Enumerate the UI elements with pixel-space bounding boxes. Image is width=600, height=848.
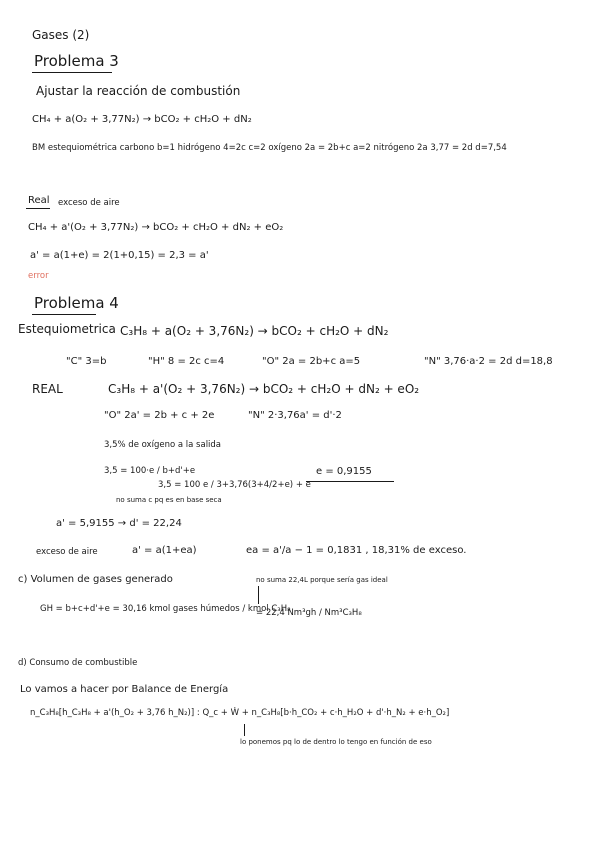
problem-3-balance: BM estequiométrica carbono b=1 hidrógeno 4=2c c=2 oxígeno 2a = 2b+c a=2 nitrógeno 2a 3,77 = 2d d=7,54 bbox=[32, 143, 507, 153]
excess-air-formula: a' = a(1+ea) bbox=[132, 545, 197, 556]
balance-hydrogen: "H" 8 = 2c c=4 bbox=[148, 356, 225, 367]
page-title: Gases (2) bbox=[32, 28, 90, 42]
excess-air-label: exceso de aire bbox=[36, 547, 98, 557]
heading-underline bbox=[32, 314, 96, 315]
heading-underline bbox=[32, 72, 112, 73]
gh-conversion: = 22,4 Nm³gh / Nm³C₃H₈ bbox=[256, 608, 362, 618]
error-note: error bbox=[28, 271, 49, 281]
part-d-label: d) Consumo de combustible bbox=[18, 658, 138, 668]
real-equation-p4: C₃H₈ + a'(O₂ + 3,76N₂) → bCO₂ + cH₂O + dN₂ + eO₂ bbox=[108, 382, 420, 396]
real-oxygen-balance: "O" 2a' = 2b + c + 2e bbox=[104, 410, 215, 421]
e-result: e = 0,9155 bbox=[316, 466, 372, 477]
gh-formula: GH = b+c+d'+e = 30,16 kmol gases húmedos / kmol C₃H₈ bbox=[40, 604, 291, 614]
note-arrow bbox=[258, 586, 259, 604]
balance-oxygen: "O" 2a = 2b+c a=5 bbox=[262, 356, 361, 367]
real-underline bbox=[26, 208, 50, 209]
fraction-2: 3,5 = 100 e / 3+3,76(3+4/2+e) + e bbox=[158, 480, 311, 490]
problem-3-equation: CH₄ + a(O₂ + 3,77N₂) → bCO₂ + cH₂O + dN₂ bbox=[32, 114, 252, 125]
stoich-label: Estequiometrica bbox=[18, 322, 116, 336]
problem-4-heading: Problema 4 bbox=[34, 294, 119, 312]
ea-formula: ea = a'/a − 1 = 0,1831 , 18,31% de exceso. bbox=[246, 545, 467, 556]
real-equation: CH₄ + a'(O₂ + 3,77N₂) → bCO₂ + cH₂O + dN₂ + eO₂ bbox=[28, 222, 284, 233]
part-c-label: c) Volumen de gases generado bbox=[18, 574, 173, 585]
problem-3-subtitle: Ajustar la reacción de combustión bbox=[36, 84, 241, 98]
part-d-text: Lo vamos a hacer por Balance de Energía bbox=[20, 684, 229, 695]
a-prime-calc: a' = a(1+e) = 2(1+0,15) = 2,3 = a' bbox=[30, 250, 209, 261]
balance-nitrogen: "N" 3,76·a·2 = 2d d=18,8 bbox=[424, 356, 553, 367]
energy-balance: n_C₃H₈[h_C₃H₈ + a'(h_O₂ + 3,76 h_N₂)] : Q_c + Ẇ + n_C₃H₈[b·h_CO₂ + c·h_H₂O + d'·h_N₂ + e·h_O₂] bbox=[30, 708, 450, 718]
e-result-underline bbox=[306, 481, 394, 482]
oxygen-outlet-note: 3,5% de oxígeno a la salida bbox=[104, 440, 222, 450]
dry-basis-note: no suma c pq es en base seca bbox=[116, 496, 222, 504]
excess-air-note: exceso de aire bbox=[58, 198, 120, 208]
a-result: a' = 5,9155 → d' = 22,24 bbox=[56, 518, 182, 529]
balance-carbon: "C" 3=b bbox=[66, 356, 107, 367]
fraction-1: 3,5 = 100·e / b+d'+e bbox=[104, 466, 196, 476]
stoich-equation: C₃H₈ + a(O₂ + 3,76N₂) → bCO₂ + cH₂O + dN₂ bbox=[120, 324, 389, 338]
up-arrow bbox=[244, 724, 245, 736]
real-nitrogen-balance: "N" 2·3,76a' = d'·2 bbox=[248, 410, 342, 421]
part-c-note: no suma 22,4L porque sería gas ideal bbox=[256, 576, 388, 584]
problem-3-heading: Problema 3 bbox=[34, 52, 119, 70]
arrow-note: lo ponemos pq lo de dentro lo tengo en función de eso bbox=[240, 738, 432, 746]
real-label: Real bbox=[28, 195, 50, 206]
real-label-p4: REAL bbox=[32, 382, 63, 396]
